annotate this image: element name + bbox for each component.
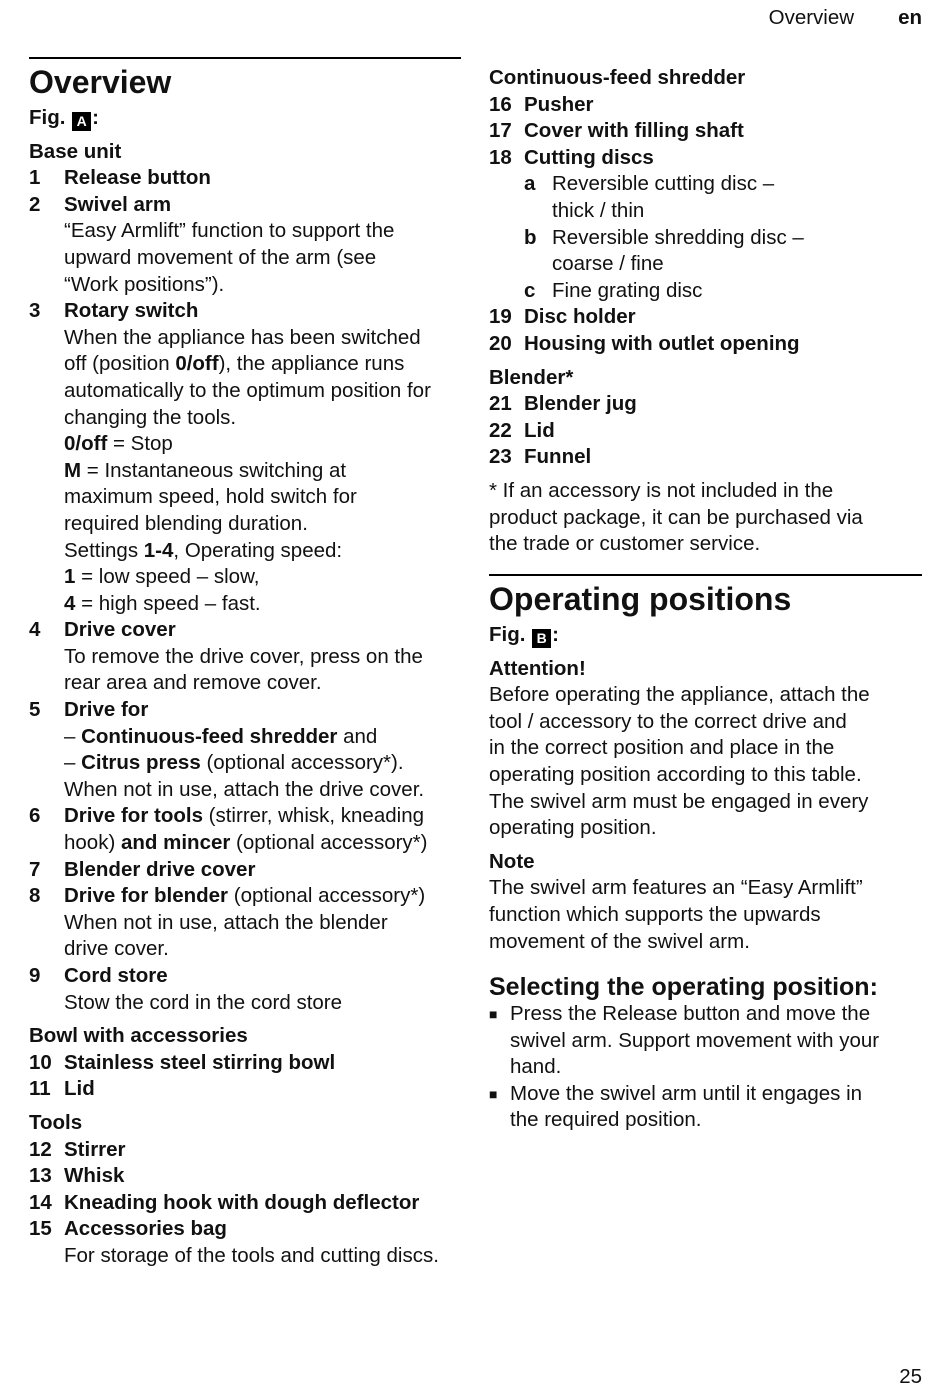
figure-letter-icon: A: [72, 112, 91, 131]
bullet-item: ■ Press the Release button and move the: [489, 1001, 879, 1028]
body-text: function which supports the upwards: [489, 902, 821, 926]
list-item: 14 Kneading hook with dough deflector: [29, 1190, 420, 1214]
item-text: For storage of the tools and cutting discs.: [64, 1243, 439, 1267]
item-text: – Citrus press (optional accessory*).: [64, 751, 404, 775]
bullet-item-text: the required position.: [510, 1108, 702, 1132]
list-item: 15 Accessories bag: [29, 1217, 227, 1241]
header-language: en: [898, 6, 922, 29]
body-text: operating position.: [489, 816, 657, 840]
section-heading: Tools: [29, 1110, 83, 1134]
instruction-list: [489, 1001, 879, 1134]
list-item: 17 Cover with filling shaft: [489, 119, 744, 143]
item-text: changing the tools.: [64, 405, 237, 429]
sub-item-text: thick / thin: [552, 198, 645, 222]
list-item: 3 Rotary switch: [29, 299, 199, 323]
list-item: 1 Release button: [29, 166, 211, 190]
item-text: To remove the drive cover, press on the: [64, 644, 423, 668]
list-item: 8 Drive for blender (optional accessory*): [29, 884, 426, 908]
list-item: 22 Lid: [489, 418, 555, 442]
item-text: hook) and mincer (optional accessory*): [64, 831, 428, 855]
item-text: “Work positions”).: [64, 272, 225, 296]
section-rule: [489, 574, 922, 576]
item-text: required blending duration.: [64, 511, 308, 535]
list-item: 21 Blender jug: [489, 392, 637, 416]
list-item: 2 Swivel arm: [29, 192, 172, 216]
item-text: rear area and remove cover.: [64, 671, 322, 695]
list-item: 20 Housing with outlet opening: [489, 331, 800, 355]
header-section: Overview: [768, 6, 855, 29]
bullet-item-text: swivel arm. Support movement with your: [510, 1028, 880, 1052]
body-text: movement of the swivel arm.: [489, 929, 750, 953]
item-text: – Continuous-feed shredder and: [64, 724, 378, 748]
body-text: Before operating the appliance, attach the: [489, 683, 870, 707]
page-number: 25: [899, 1365, 922, 1389]
item-text: maximum speed, hold switch for: [64, 485, 357, 509]
section-heading: Blender*: [489, 365, 574, 389]
body-text: The swivel arm must be engaged in every: [489, 789, 869, 813]
section-rule: [29, 57, 461, 59]
square-bullet-icon: ■: [489, 1006, 498, 1022]
item-text: drive cover.: [64, 937, 169, 961]
figure-reference: Fig. A :: [29, 106, 99, 129]
list-item: 23 Funnel: [489, 445, 592, 469]
section-heading: Continuous-feed shredder: [489, 66, 746, 89]
figure-letter-icon: B: [532, 629, 551, 648]
page-header: [769, 5, 922, 32]
list-item: 9 Cord store: [29, 964, 168, 987]
item-text: 1 = low speed – slow,: [64, 565, 260, 589]
item-text: When not in use, attach the blender: [64, 910, 388, 934]
item-text: Stow the cord in the cord store: [64, 990, 343, 1014]
figure-reference: Fig. B :: [489, 623, 559, 646]
item-text: automatically to the optimum position for: [64, 378, 431, 402]
list-item: 5 Drive for: [29, 698, 149, 722]
body-text: The swivel arm features an “Easy Armlift”: [489, 876, 863, 900]
sub-item-text: coarse / fine: [552, 252, 664, 276]
list-item: 10 Stainless steel stirring bowl: [29, 1050, 336, 1074]
sub-item: b Reversible shredding disc –: [524, 225, 804, 249]
bullet-item: ■ Move the swivel arm until it engages in: [489, 1081, 879, 1108]
list-item: 16 Pusher: [489, 92, 594, 116]
list-item: 11 Lid: [29, 1077, 95, 1101]
item-text: M = Instantaneous switching at: [64, 458, 347, 482]
attention-heading: Attention!: [489, 656, 586, 680]
item-text: off (position 0/off), the appliance runs: [64, 352, 405, 376]
item-text: upward movement of the arm (see: [64, 245, 377, 269]
note-heading: Note: [489, 849, 535, 873]
section-heading: Bowl with accessories: [29, 1024, 248, 1048]
sub-item: a Reversible cutting disc –: [524, 172, 775, 196]
item-text: When the appliance has been switched: [64, 325, 421, 349]
left-column: [29, 105, 439, 1270]
body-text: tool / accessory to the correct drive and: [489, 709, 847, 733]
item-text: When not in use, attach the drive cover.: [64, 777, 425, 801]
subsection-title: Selecting the operating position:: [489, 973, 878, 1001]
body-text: in the correct position and place in the: [489, 736, 835, 760]
bullet-item-text: hand.: [510, 1055, 562, 1079]
page-title: Overview: [29, 64, 172, 100]
item-text: 0/off = Stop: [64, 432, 173, 456]
list-item: 6 Drive for tools (stirrer, whisk, kneading: [29, 804, 424, 828]
sub-item: c Fine grating disc: [524, 278, 703, 302]
operating-positions: [489, 622, 870, 955]
list-item: 19 Disc holder: [489, 305, 636, 329]
right-column-parts: [489, 65, 863, 558]
body-text: operating position according to this table.: [489, 762, 862, 786]
footnote: * If an accessory is not included in the product package, it can be purchased via the trade or customer service.: [489, 478, 863, 556]
item-text: “Easy Armlift” function to support the: [64, 219, 395, 243]
item-text: 4 = high speed – fast.: [64, 591, 261, 615]
section-title: Operating positions: [489, 581, 792, 617]
list-item: 12 Stirrer: [29, 1137, 126, 1161]
list-item: 4 Drive cover: [29, 618, 176, 642]
list-item: 13 Whisk: [29, 1164, 125, 1188]
section-heading: Base unit: [29, 139, 122, 163]
list-item: 7 Blender drive cover: [29, 857, 256, 881]
square-bullet-icon: ■: [489, 1085, 498, 1102]
list-item: 18 Cutting discs: [489, 145, 654, 169]
item-text: Settings 1-4, Operating speed:: [64, 538, 343, 562]
